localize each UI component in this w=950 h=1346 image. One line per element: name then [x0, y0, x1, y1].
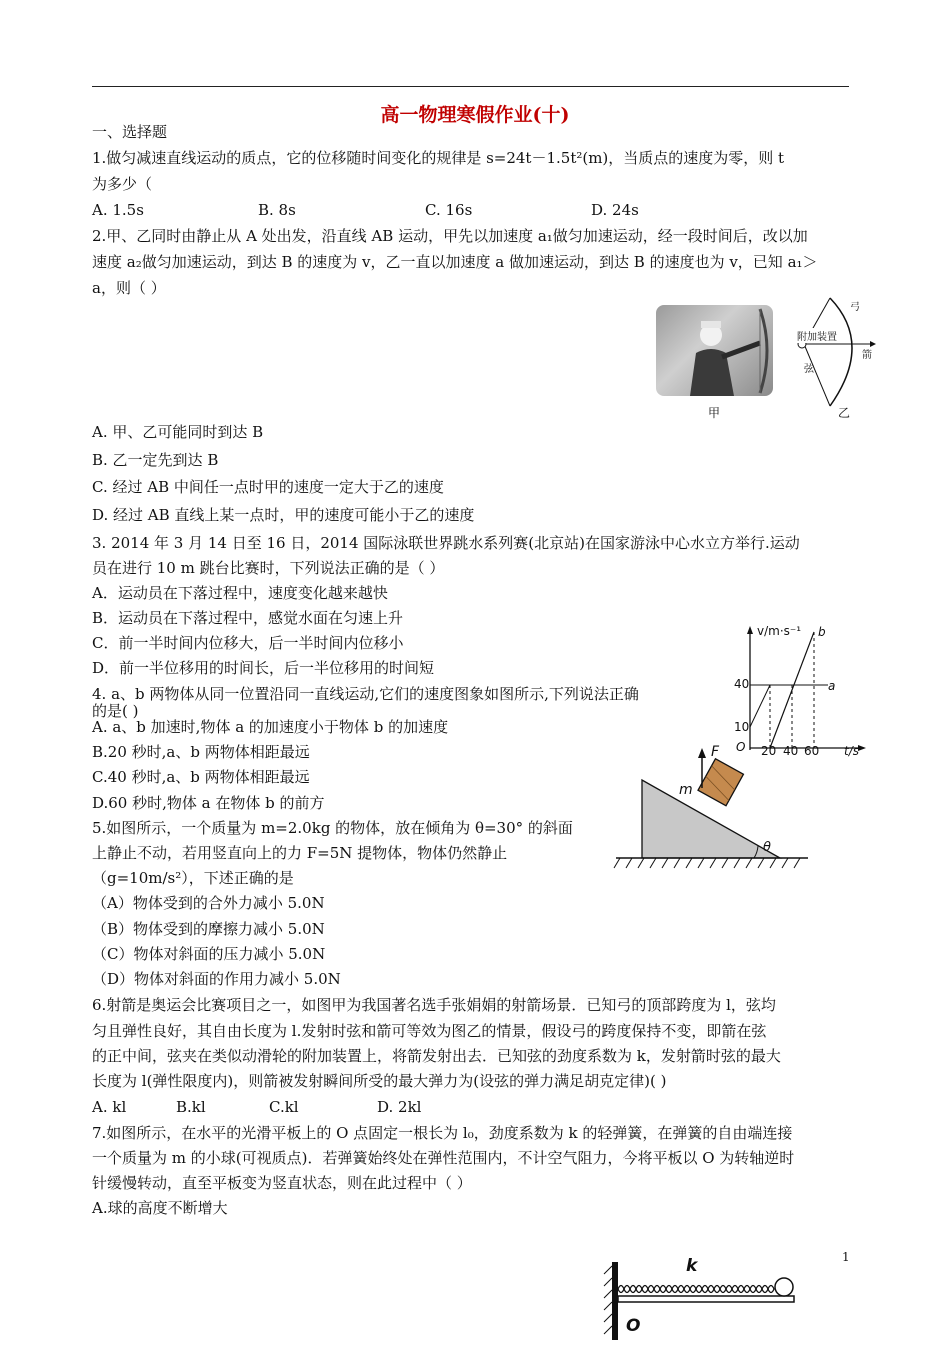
q3-option-b: B．运动员在下落过程中，感觉水面在匀速上升 — [92, 609, 404, 627]
vt-tick-40x: 40 — [783, 744, 799, 758]
label-k: k — [686, 1256, 698, 1276]
q2-option-c: C. 经过 AB 中间任一点时甲的速度一定大于乙的速度 — [92, 478, 444, 496]
vt-tick-20: 20 — [761, 744, 777, 758]
q5-option-d: （D）物体对斜面的作用力减小 5.0N — [92, 970, 341, 988]
q5-option-c: （C）物体对斜面的压力减小 5.0N — [92, 945, 326, 963]
q3-line1: 3. 2014 年 3 月 14 日至 16 日，2014 国际泳联世界跳水系列赛(北京站)在国家游泳中心水立方举行.运动 — [92, 534, 800, 552]
archery-photo — [656, 305, 773, 396]
q2-line2: 速度 a₂做匀加速运动，到达 B 的速度为 v，乙一直以加速度 a 做加速运动，到达 B 的速度也为 v，已知 a₁＞ — [92, 253, 818, 271]
q3-option-d: D．前一半位移用的时间长，后一半位移用的时间短 — [92, 659, 435, 677]
section-heading: 一、选择题 — [92, 123, 168, 141]
q1-option-d: D. 24s — [591, 201, 639, 219]
page-number: 1 — [842, 1250, 850, 1264]
q4-line2: 的是( ) — [92, 702, 139, 720]
q6-option-a: A. kl — [92, 1098, 127, 1116]
incline-diagram — [612, 748, 812, 876]
label-gong: 弓 — [850, 302, 860, 313]
q1-option-a: A. 1.5s — [92, 201, 144, 219]
vt-label-a: a — [828, 679, 836, 693]
q4-option-d: D.60 秒时,物体 a 在物体 b 的前方 — [92, 794, 325, 812]
force-arrow-head — [698, 748, 706, 758]
line-a-rise — [750, 685, 770, 727]
vt-xlabel: t/s — [844, 744, 859, 758]
q2-line3: a，则（ ） — [92, 279, 166, 297]
q7-line1: 7.如图所示，在水平的光滑平板上的 O 点固定一根长为 l₀，劲度系数为 k 的轻弹簧，在弹簧的自由端连接 — [92, 1124, 793, 1142]
t-axis-arrow — [858, 745, 866, 751]
q4-option-b: B.20 秒时,a、b 两物体相距最远 — [92, 743, 310, 761]
vt-tick-60: 60 — [804, 744, 820, 758]
vt-graph — [728, 622, 870, 764]
q1-option-c: C. 16s — [425, 201, 473, 219]
q7-option-a: A.球的高度不断增大 — [92, 1199, 228, 1217]
q6-option-b: B.kl — [176, 1098, 206, 1116]
q3-option-c: C．前一半时间内位移大，后一半时间内位移小 — [92, 634, 404, 652]
vt-origin: O — [736, 740, 746, 754]
q5-line3: （g=10m/s²），下述正确的是 — [92, 869, 294, 887]
vt-label-b: b — [818, 625, 826, 639]
bow-arc — [830, 298, 852, 406]
q2-option-b: B. 乙一定先到达 B — [92, 451, 219, 469]
q5-option-a: （A）物体受到的合外力减小 5.0N — [92, 894, 325, 912]
q1-line2: 为多少（ — [92, 175, 153, 193]
vt-tick-10: 10 — [734, 720, 750, 734]
q2-line1: 2.甲、乙同时由静止从 A 处出发，沿直线 AB 运动，甲先以加速度 a₁做匀加速运动，经一段时间后，改以加 — [92, 227, 808, 245]
block — [698, 759, 743, 806]
label-mass: m — [679, 782, 693, 798]
vt-tick-40: 40 — [734, 677, 750, 691]
q7-line2: 一个质量为 m 的小球(可视质点)．若弹簧始终处在弹性范围内，不计空气阻力，今将平板以 O 为转轴逆时 — [92, 1149, 795, 1167]
q3-line2: 员在进行 10 m 跳台比赛时，下列说法正确的是（ ） — [92, 559, 445, 577]
q6-line3: 的正中间，弦夹在类似动滑轮的附加装置上，将箭发射出去．已知弦的劲度系数为 k，发射箭时弦的最大 — [92, 1047, 781, 1065]
line-b — [770, 632, 814, 748]
q5-option-b: （B）物体受到的摩擦力减小 5.0N — [92, 920, 325, 938]
caption-jia: 甲 — [708, 406, 721, 420]
q3-option-a: A．运动员在下落过程中，速度变化越来越快 — [92, 584, 388, 602]
label-xian: 弦 — [804, 364, 814, 375]
caption-yi: 乙 — [838, 406, 851, 420]
q6-line1: 6.射箭是奥运会比赛项目之一，如图甲为我国著名选手张娟娟的射箭场景．已知弓的顶部跨度为 l，弦均 — [92, 996, 776, 1014]
q6-line2: 匀且弹性良好，其自由长度为 l.发射时弦和箭可等效为图乙的情景，假设弓的跨度保持不变，即箭在弦 — [92, 1022, 767, 1040]
label-angle: θ — [763, 840, 771, 855]
q4-line1: 4. a、b 两物体从同一位置沿同一直线运动,它们的速度图象如图所示,下列说法正确 — [92, 685, 639, 703]
q1-option-b: B. 8s — [258, 201, 296, 219]
ground-hatch — [614, 858, 800, 868]
v-axis-arrow — [747, 626, 753, 634]
q5-line2: 上静止不动，若用竖直向上的力 F=5N 提物体，物体仍然静止 — [92, 844, 508, 862]
label-o: O — [626, 1316, 641, 1336]
q6-line4: 长度为 l(弹性限度内)，则箭被发射瞬间所受的最大弹力为(设弦的弹力满足胡克定律)( ) — [92, 1072, 667, 1090]
wall-hatch — [604, 1266, 612, 1334]
ball — [775, 1278, 793, 1296]
wall — [612, 1262, 618, 1340]
q7-line3: 针缓慢转动，直至平板变为竖直状态，则在此过程中（ ） — [92, 1174, 472, 1192]
vt-ylabel: v/m·s⁻¹ — [757, 624, 802, 638]
archer-silhouette — [656, 305, 773, 396]
label-device: 附加装置 — [797, 328, 837, 343]
plate — [618, 1296, 794, 1302]
q6-option-c: C.kl — [269, 1098, 299, 1116]
q5-line1: 5.如图所示，一个质量为 m=2.0kg 的物体，放在倾角为 θ=30° 的斜面 — [92, 819, 573, 837]
label-force: F — [711, 744, 720, 760]
spring-coil-back — [618, 1289, 774, 1293]
q2-option-a: A. 甲、乙可能同时到达 B — [92, 423, 264, 441]
label-jian: 箭 — [862, 350, 872, 361]
q2-option-d: D. 经过 AB 直线上某一点时，甲的速度可能小于乙的速度 — [92, 506, 475, 524]
q4-option-c: C.40 秒时,a、b 两物体相距最远 — [92, 768, 310, 786]
header-rule — [92, 86, 849, 87]
string-bottom — [804, 344, 830, 406]
page-title: 高一物理寒假作业(十) — [380, 104, 570, 126]
q4-option-a: A. a、b 加速时,物体 a 的加速度小于物体 b 的加速度 — [92, 718, 449, 736]
q6-option-d: D. 2kl — [377, 1098, 422, 1116]
q1-line1: 1.做匀减速直线运动的质点，它的位移随时间变化的规律是 s=24t－1.5t²(m)，当质点的速度为零，则 t — [92, 149, 785, 167]
